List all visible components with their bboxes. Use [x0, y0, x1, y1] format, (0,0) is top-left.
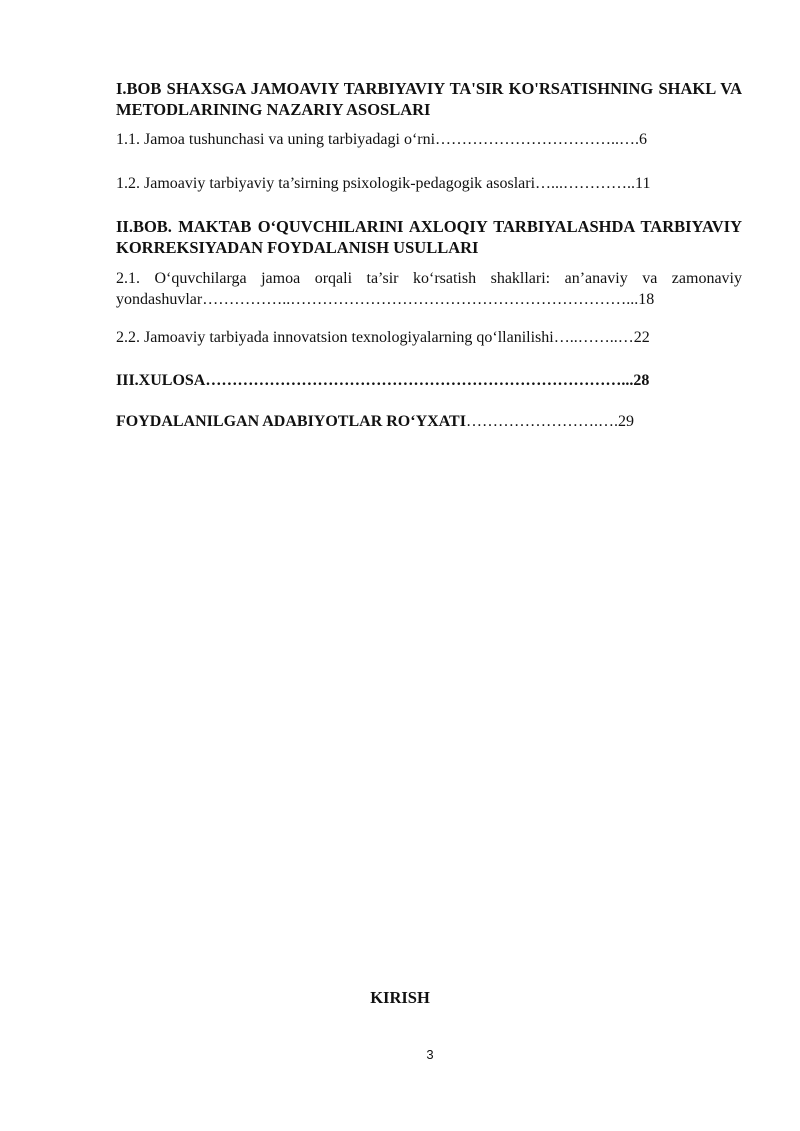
section-title: KIRISH: [370, 988, 430, 1007]
toc-entry-conclusion: III.XULOSA……………………………………………………………………...28: [116, 372, 650, 389]
table-of-contents: [116, 78, 742, 432]
toc-entry-1-2: 1.2. Jamoaviy tarbiyaviy ta’sirning psixologik-pedagogik asoslari…...…………..11: [116, 175, 651, 192]
chapter-2-title: II.BOB. MAKTAB O‘QUVCHILARINI AXLOQIY TARBIYALASHDA TARBIYAVIY KORREKSIYADAN FOYDALANISH USULLARI: [116, 217, 742, 257]
bibliography-leader: …………………….….29: [465, 413, 634, 430]
toc-entry-2-2: 2.2. Jamoaviy tarbiyada innovatsion texnologiyalarning qo‘llanilishi…..……..…22: [116, 329, 650, 346]
toc-entry-bibliography: [116, 411, 742, 432]
toc-entry-2-1: 2.1. O‘quvchilarga jamoa orqali ta’sir ko‘rsatish shakllari: an’anaviy va zamonaviy yondashuvlar……………..………………………………………………………...18: [116, 270, 742, 308]
toc-entry-1-1: 1.1. Jamoa tushunchasi va uning tarbiyadagi o‘rni……………………………..….6: [116, 131, 648, 148]
chapter-1-title: I.BOB SHAXSGA JAMOAVIY TARBIYAVIY TA'SIR KO'RSATISHNING SHAKL VA METODLARINING NAZARIY ASOSLARI: [116, 79, 742, 119]
bibliography-title: FOYDALANILGAN ADABIYOTLAR RO‘YXATI: [116, 413, 466, 430]
page-number: 3: [426, 1047, 434, 1062]
